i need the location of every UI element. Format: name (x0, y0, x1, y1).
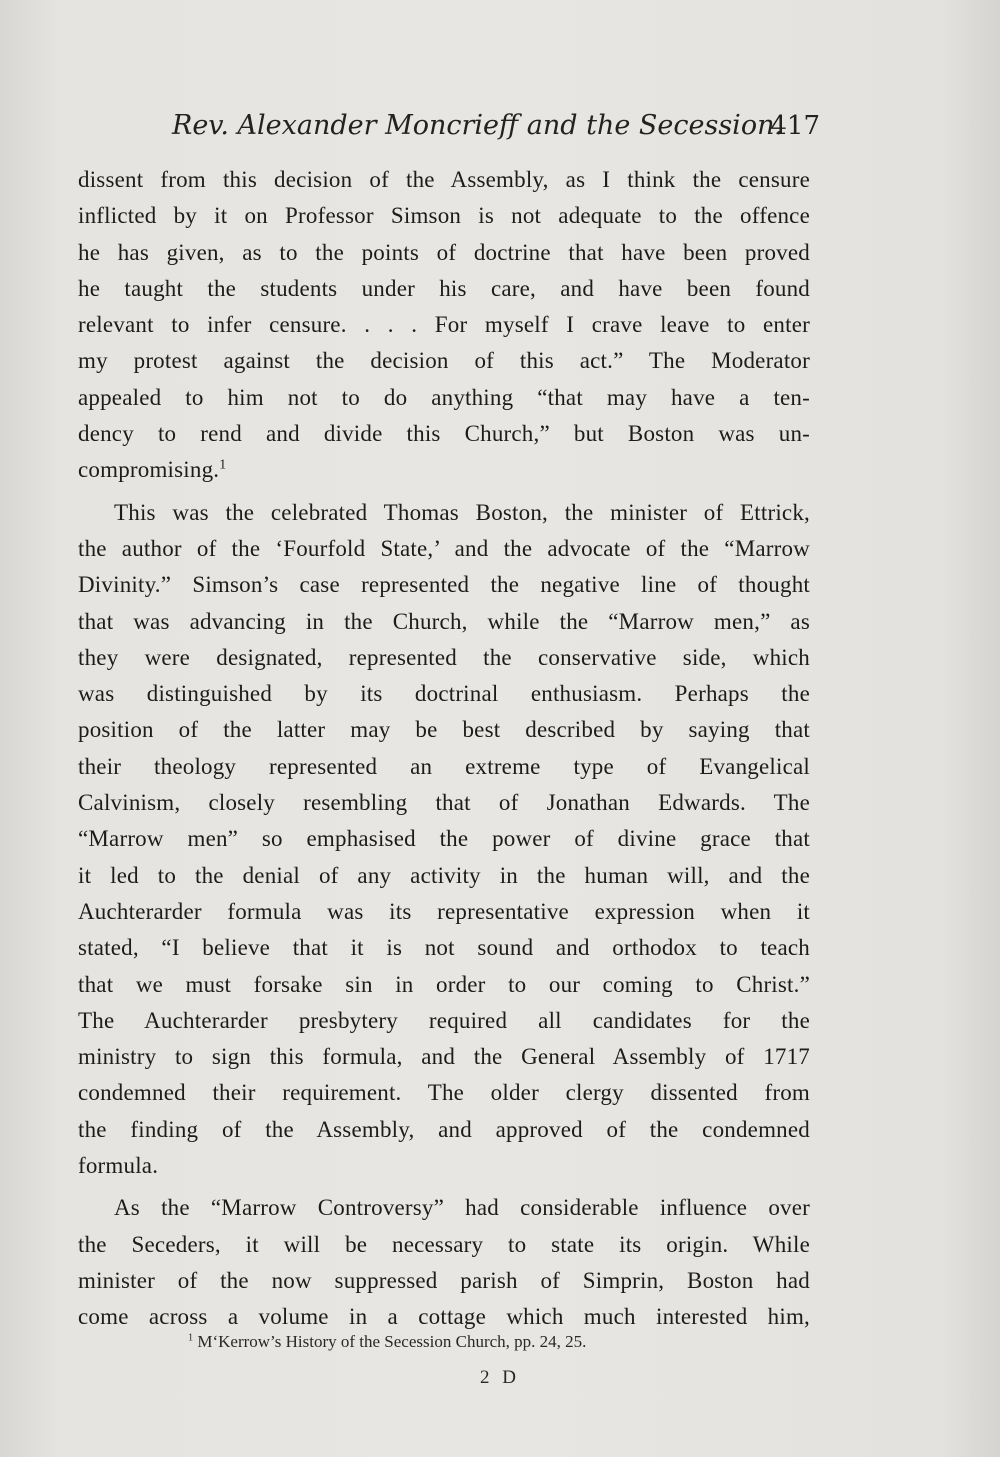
footnote-text: M‘Kerrow’s History of the Secession Church, pp. 24, 25. (197, 1332, 587, 1351)
text-line: that we must forsake sin in order to our coming to Christ.” (78, 971, 810, 997)
text-line: the finding of the Assembly, and approved of the condemned (78, 1116, 810, 1142)
text-line: the Seceders, it will be necessary to state its origin. While (78, 1231, 810, 1257)
text-line: their theology represented an extreme type of Evangelical (78, 753, 810, 779)
paragraph (78, 162, 810, 489)
text-line: As the “Marrow Controversy” had considerable influence over (114, 1195, 810, 1221)
text-line: This was the celebrated Thomas Boston, the minister of Ettrick, (114, 499, 810, 525)
footnote (188, 1330, 748, 1354)
text-line: Auchterarder formula was its representative expression when it (78, 898, 810, 924)
text-line: ministry to sign this formula, and the General Assembly of 1717 (78, 1044, 810, 1070)
paragraph (78, 1190, 810, 1335)
text-line: Calvinism, closely resembling that of Jonathan Edwards. The (78, 790, 810, 816)
text-line: it led to the denial of any activity in the human will, and the (78, 862, 810, 888)
text-line: position of the latter may be best described by saying that (78, 717, 810, 743)
text-line: they were designated, represented the conservative side, which (78, 644, 810, 670)
text-line: inflicted by it on Professor Simson is not adequate to the offence (78, 203, 810, 229)
text-line: dissent from this decision of the Assembly, as I think the censure (78, 167, 810, 192)
paragraph (78, 495, 810, 1185)
text-line: “Marrow men” so emphasised the power of divine grace that (78, 826, 810, 852)
text-line: compromising.$^1$ (78, 456, 227, 483)
text-line: stated, “I believe that it is not sound and orthodox to teach (78, 935, 810, 961)
text-line: that was advancing in the Church, while the “Marrow men,” as (78, 608, 810, 634)
body-text (78, 162, 810, 1336)
text-line: minister of the now suppressed parish of Simprin, Boston had (78, 1267, 810, 1293)
text-line: dency to rend and divide this Church,” but Boston was un- (78, 421, 810, 447)
text-line: appealed to him not to do anything “that may have a ten- (78, 384, 810, 410)
running-title: Rev. Alexander Moncrieff and the Secession. (172, 110, 784, 141)
page-number: 417 (770, 111, 820, 141)
text-line: condemned their requirement. The older clergy dissented from (78, 1080, 810, 1106)
text-line: he has given, as to the points of doctrine that have been proved (78, 239, 810, 265)
text-line: relevant to infer censure. . . . For myself I crave leave to enter (78, 312, 810, 338)
text-line: my protest against the decision of this act.” The Moderator (78, 348, 810, 374)
text-line: The Auchterarder presbytery required all candidates for the (78, 1007, 810, 1033)
footnote-reference: 1 (219, 456, 227, 472)
text-line: was distinguished by its doctrinal enthusiasm. Perhaps the (78, 681, 810, 707)
running-head (80, 104, 820, 148)
signature-mark: 2 D (480, 1367, 520, 1388)
text-line: Divinity.” Simson’s case represented the negative line of thought (78, 572, 810, 598)
text-line: formula. (78, 1153, 159, 1179)
text-line: the author of the ‘Fourfold State,’ and the advocate of the “Marrow (78, 535, 810, 561)
text-line: he taught the students under his care, and have been found (78, 275, 810, 301)
footnote-marker: 1 (188, 1332, 194, 1344)
text-line: come across a volume in a cottage which much interested him, (78, 1304, 810, 1330)
